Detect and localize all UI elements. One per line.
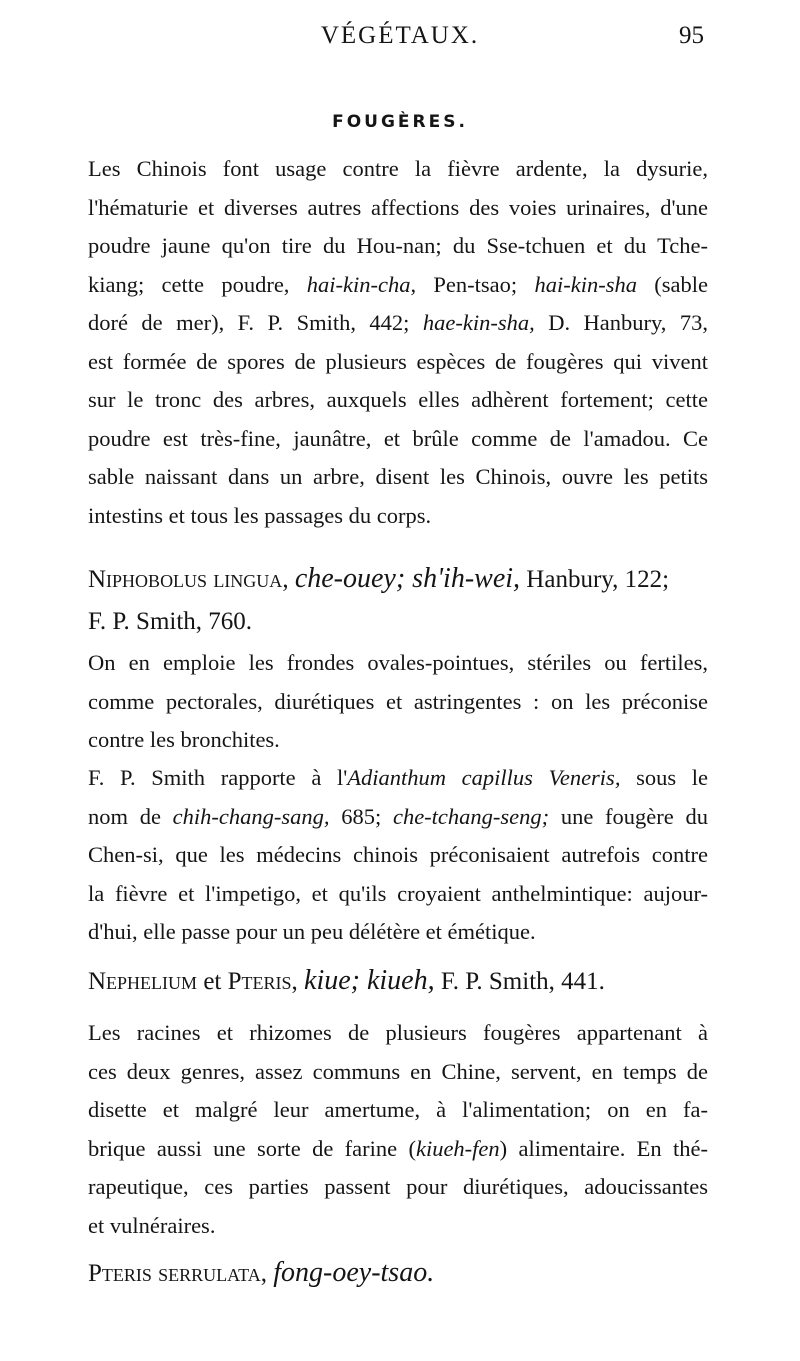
chinese-name: che-tchang-seng; [392, 803, 550, 829]
running-head [0, 16, 800, 52]
genus-name: Pteris [227, 968, 292, 995]
text-line: Chen-si, que les médecins chinois préconisaient autrefois contre [88, 842, 708, 867]
running-title: VÉGÉTAUX. [320, 22, 480, 49]
text-line: Les racines et rhizomes de plusieurs fougères appartenant à [88, 1020, 708, 1045]
entry-heading-line [88, 1252, 708, 1295]
chinese-name: chih-chang-sang, [172, 803, 330, 829]
text-run: , Pen-tsao; [410, 271, 535, 297]
entry-heading-line [88, 558, 708, 601]
text-run: sous le [620, 765, 709, 790]
text-line: sable naissant dans un arbre, disent les Chinois, ouvre les petits [88, 464, 708, 489]
genus-name: Pteris serrulata [88, 1260, 261, 1287]
genus-name: Nephelium [88, 968, 198, 995]
entry-heading-pteris [88, 1252, 708, 1295]
chinese-name: kiue; kiueh, [304, 965, 435, 996]
reference: Hanbury, 122; [520, 566, 670, 593]
text-line: est formée de spores de plusieurs espèces de fougères qui vivent [88, 348, 708, 374]
section-heading: FOUGÈRES. [332, 112, 468, 132]
paragraph-spores [88, 150, 708, 535]
genus-name: Niphobolus lingua [88, 566, 283, 593]
text-run: (sable [636, 271, 708, 297]
text-run: , [260, 1260, 274, 1287]
text-line: comme pectorales, diurétiques et astringentes : on les préconise [88, 688, 708, 714]
text-line: Les Chinois font usage contre la fièvre ardente, la dysurie, [88, 156, 708, 181]
text-run: D. Hanbury, 73, [534, 310, 708, 335]
paragraph-rhizomes [88, 1014, 708, 1245]
text-line: et vulnéraires. [88, 1212, 216, 1238]
text-line: la fièvre et l'impetigo, et qu'ils croyaient anthelmintique: aujour- [88, 880, 708, 906]
text-line: intestins et tous les passages du corps. [88, 502, 432, 528]
text-line: contre les bronchites. [88, 727, 280, 752]
chinese-name: hai-kin-cha [306, 271, 411, 297]
text-line: poudre est très-fine, jaunâtre, et brûle comme de l'amadou. Ce [88, 425, 708, 451]
text-line: poudre jaune qu'on tire du Hou-nan; du Sse-tchuen et du Tche- [88, 233, 708, 258]
text-line: On en emploie les frondes ovales-pointues, stériles ou fertiles, [88, 650, 708, 675]
paragraph-adianthum [88, 759, 708, 952]
text-line: sur le tronc des arbres, auxquels elles adhèrent fortement; cette [88, 387, 708, 412]
entry-heading-niphobolus [88, 558, 708, 643]
text-run: une fougère du [549, 803, 708, 829]
chinese-name: kiueh-fen [415, 1135, 500, 1161]
text-run: doré de mer), F. P. Smith, 442; [88, 310, 423, 335]
text-line: disette et malgré leur amertume, à l'alimentation; on en fa- [88, 1097, 708, 1122]
text-line: ces deux genres, assez communs en Chine, servent, en temps de [88, 1058, 708, 1084]
text-line: l'hématurie et diverses autres affections des voies urinaires, d'une [88, 194, 708, 220]
text-run: et [197, 968, 228, 995]
text-line [88, 759, 708, 798]
page-number: 95 [679, 22, 704, 49]
text-run: F. P. Smith rapporte à l' [88, 765, 348, 790]
text-line: d'hui, elle passe pour un peu délétère et émétique. [88, 919, 536, 944]
text-line [88, 304, 708, 343]
chinese-name: hai-kin-sha [534, 271, 637, 297]
text-line: rapeutique, ces parties passent pour diurétiques, adoucissantes [88, 1174, 708, 1199]
text-run: 685; [329, 803, 393, 829]
text-line [88, 798, 708, 837]
text-run: ) alimentaire. En thé- [499, 1135, 708, 1161]
text-line [88, 1130, 708, 1169]
paragraph-fronds [88, 644, 708, 760]
text-run: , [282, 566, 295, 593]
chinese-name: che-ouey; sh'ih-wei, [294, 563, 521, 594]
text-run: brique aussi une sorte de farine ( [88, 1135, 416, 1161]
entry-heading-nephelium [88, 960, 708, 1003]
text-line [88, 266, 708, 305]
chinese-name: fong-oey-tsao. [273, 1257, 435, 1288]
latin-name: Adianthum capillus Veneris, [347, 765, 621, 790]
text-run: kiang; cette poudre, [88, 271, 307, 297]
chinese-name: hae-kin-sha, [422, 310, 535, 335]
text-run: nom de [88, 803, 173, 829]
entry-heading-line: F. P. Smith, 760. [88, 608, 253, 635]
reference: F. P. Smith, 441. [434, 968, 605, 995]
text-run: , [291, 968, 305, 995]
entry-heading-line [88, 960, 708, 1003]
